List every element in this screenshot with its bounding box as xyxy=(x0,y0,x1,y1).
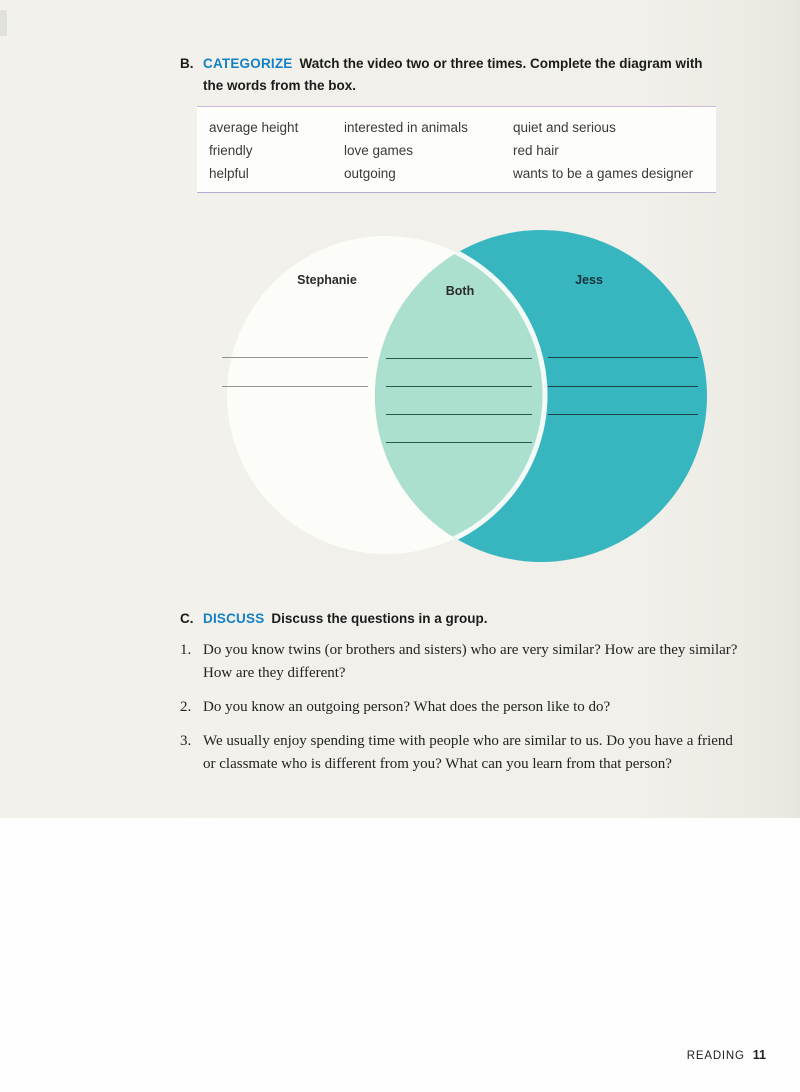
word-item: helpful xyxy=(209,166,249,181)
word-item: average height xyxy=(209,120,299,135)
venn-svg xyxy=(200,215,720,575)
answer-blank-stephanie-2[interactable] xyxy=(222,386,368,387)
word-item: outgoing xyxy=(344,166,396,181)
section-b-letter: B. xyxy=(180,56,194,71)
word-item: interested in animals xyxy=(344,120,468,135)
word-item: friendly xyxy=(209,143,253,158)
footer-section-label: READING xyxy=(686,1050,745,1062)
answer-blank-jess-2[interactable] xyxy=(548,386,698,387)
answer-blank-both-3[interactable] xyxy=(386,414,532,415)
venn-label-stephanie: Stephanie xyxy=(297,273,357,287)
answer-blank-stephanie-1[interactable] xyxy=(222,357,368,358)
word-item: love games xyxy=(344,143,414,158)
word-item: wants to be a games designer xyxy=(513,166,694,181)
question-2 xyxy=(180,696,738,719)
question-number: 3. xyxy=(180,733,192,749)
venn-label-jess: Jess xyxy=(575,273,603,287)
page-footer xyxy=(687,1048,766,1062)
section-c-header xyxy=(180,608,717,630)
section-c-letter: C. xyxy=(180,611,194,626)
word-item: red hair xyxy=(513,143,559,158)
section-c-instructions: Discuss the questions in a group. xyxy=(271,611,488,626)
section-b-keyword: CATEGORIZE xyxy=(203,56,293,71)
question-number: 1. xyxy=(180,642,192,658)
answer-blank-both-1[interactable] xyxy=(386,358,532,359)
question-1 xyxy=(180,639,738,685)
question-3 xyxy=(180,730,738,776)
word-item: quiet and serious xyxy=(513,120,616,135)
answer-blank-jess-1[interactable] xyxy=(548,357,698,358)
discussion-questions xyxy=(180,639,738,787)
question-text: Do you know twins (or brothers and sisters) who are very similar? How are they similar? How are they different? xyxy=(203,642,738,681)
answer-blank-both-4[interactable] xyxy=(386,442,532,443)
answer-blank-both-2[interactable] xyxy=(386,386,532,387)
venn-label-both: Both xyxy=(445,284,475,298)
question-text: Do you know an outgoing person? What does the person like to do? xyxy=(203,699,611,715)
section-b-instructions: Watch the video two or three times. Complete the diagram with the words from the box. xyxy=(203,56,703,93)
question-text: We usually enjoy spending time with people who are similar to us. Do you have a friend or classmate who is different from you? What can you learn from that person? xyxy=(203,733,733,772)
section-c-keyword: DISCUSS xyxy=(203,611,265,626)
question-number: 2. xyxy=(180,699,192,715)
answer-blank-jess-3[interactable] xyxy=(548,414,698,415)
footer-page-number: 11 xyxy=(752,1048,766,1062)
